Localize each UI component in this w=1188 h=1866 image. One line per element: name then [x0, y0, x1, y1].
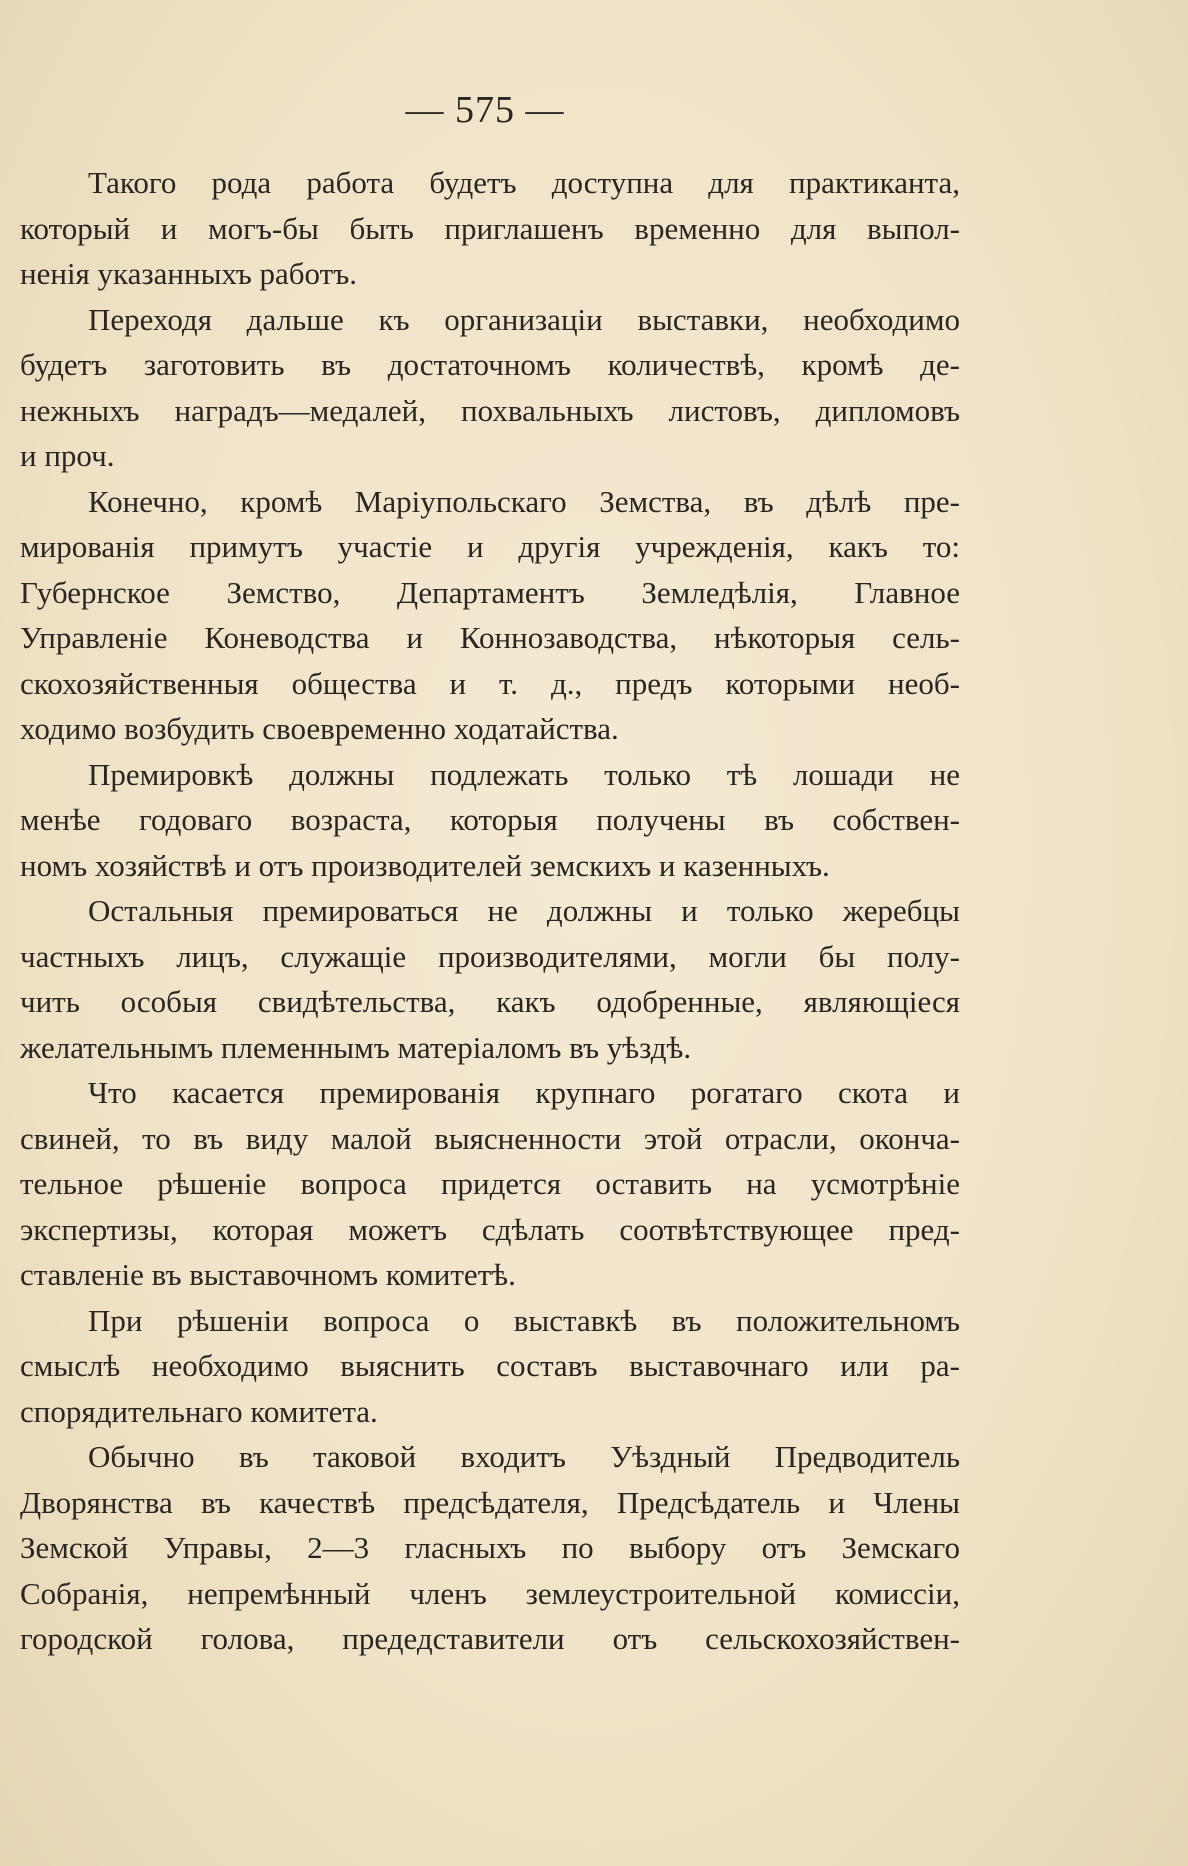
text-line: ненія указанныхъ работъ. [20, 256, 357, 291]
text-line: Земской Управы, 2—3 гласныхъ по выбору отъ Земскаго [20, 1530, 960, 1565]
text-line: ставленіе въ выставочномъ комитетѣ. [20, 1257, 516, 1292]
text-line: Дворянства въ качествѣ предсѣдателя, Предсѣдатель и Члены [20, 1484, 960, 1520]
text-line: экспертизы, которая можетъ сдѣлать соотвѣтствующее пред- [20, 1211, 960, 1247]
text-line: свиней, то въ виду малой выясненности этой отрасли, оконча- [20, 1120, 960, 1156]
text-line: Премировкѣ должны подлежать только тѣ лошади не [88, 756, 960, 792]
text-line: Такого рода работа будетъ доступна для практиканта, [88, 165, 960, 200]
text-line: менѣе годоваго возраста, которыя получены въ собствен- [20, 802, 960, 837]
text-line: мированія примутъ участіе и другія учрежденія, какъ то: [20, 529, 960, 564]
text-line: чить особыя свидѣтельства, какъ одобренные, являющіеся [20, 984, 960, 1019]
text-line: тельное рѣшеніе вопроса придется оставить на усмотрѣніе [20, 1166, 960, 1201]
text-line: Губернское Земство, Департаментъ Земледѣлія, Главное [20, 574, 960, 610]
paragraph [20, 160, 960, 297]
text-line: городской голова, предедставители отъ сельскохозяйствен- [20, 1621, 960, 1656]
text-line: При рѣшеніи вопроса о выставкѣ въ положительномъ [88, 1302, 960, 1338]
paragraph [20, 1434, 960, 1662]
text-line: Остальныя премироваться не должны и только жеребцы [88, 893, 960, 928]
text-line: частныхъ лицъ, служащіе производителями, могли бы полу- [20, 938, 960, 974]
text-line: который и могъ-бы быть приглашенъ временно для выпол- [20, 210, 960, 246]
text-line: Собранія, непремѣнный членъ землеустроительной комиссіи, [20, 1575, 960, 1611]
page-number: — 575 — [405, 89, 565, 131]
text-line: Переходя дальше къ организаціи выставки, необходимо [88, 301, 960, 337]
text-line: спорядительнаго комитета. [20, 1393, 378, 1429]
text-line: скохозяйственныя общества и т. д., предъ которыми необ- [20, 665, 960, 701]
paragraph [20, 1070, 960, 1298]
paragraph [20, 479, 960, 752]
text-line: будетъ заготовить въ достаточномъ количествѣ, кромѣ де- [20, 347, 960, 382]
body-text [20, 160, 960, 1662]
text-line: и проч. [20, 438, 115, 473]
text-line: Управленіе Коневодства и Коннозаводства, нѣкоторыя сель- [20, 620, 960, 655]
text-line: смыслѣ необходимо выяснить составъ выставочнаго или ра- [20, 1348, 960, 1383]
text-line: Обычно въ таковой входитъ Уѣздный Предводитель [88, 1439, 960, 1474]
text-line: Что касается премированія крупнаго рогатаго скота и [88, 1075, 960, 1110]
paragraph [20, 888, 960, 1070]
text-line: желательнымъ племеннымъ матеріаломъ въ уѣздѣ. [20, 1029, 692, 1065]
text-line: Конечно, кромѣ Маріупольскаго Земства, въ дѣлѣ пре- [88, 483, 960, 519]
text-line: номъ хозяйствѣ и отъ производителей земскихъ и казенныхъ. [20, 847, 830, 883]
text-line: нежныхъ наградъ—медалей, похвальныхъ листовъ, дипломовъ [20, 392, 960, 428]
paragraph [20, 752, 960, 889]
text-line: ходимо возбудить своевременно ходатайства. [20, 711, 619, 746]
paragraph [20, 1298, 960, 1435]
paragraph [20, 297, 960, 479]
